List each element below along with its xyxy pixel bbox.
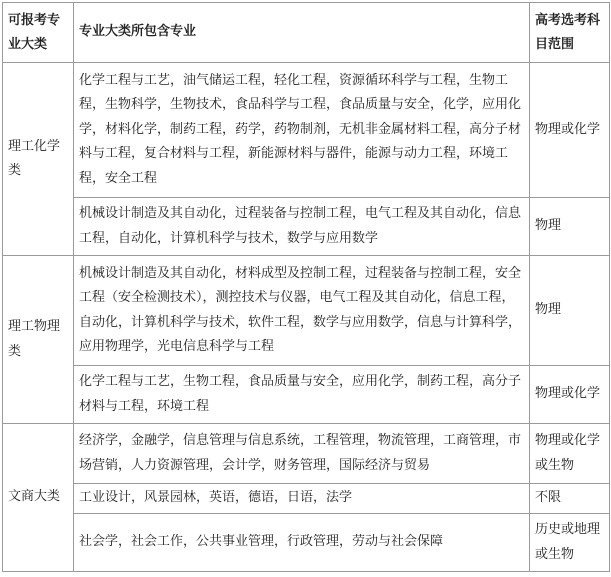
subjects-cell: 物理或化学或生物: [530, 424, 610, 484]
table-row: [3, 424, 610, 484]
majors-cell: 化学工程与工艺，油气储运工程，轻化工程，资源循环科学与工程，生物工程，生物科学，生物技术，食品科学与工程，食品质量与安全，化学，应用化学，材料化学，制药工程，药学，药物制剂，无机非金属材料工程，高分子材料与工程，复合材料与工程，新能源材料与器件，能源与动力工程，环境工程，安全工程: [74, 63, 530, 198]
header-majors: 专业大类所包含专业: [74, 3, 530, 63]
table-header-row: [3, 3, 610, 63]
category-cell: 理工化学类: [3, 63, 74, 256]
subjects-cell: 历史或地理或生物: [530, 514, 610, 572]
category-cell: 理工物理类: [3, 256, 74, 424]
majors-cell: 工业设计，风景园林，英语，德语，日语，法学: [74, 484, 530, 514]
table-row: [3, 484, 610, 514]
table-row: [3, 256, 610, 366]
majors-cell: 社会学，社会工作，公共事业管理，行政管理，劳动与社会保障: [74, 514, 530, 572]
majors-cell: 机械设计制造及其自动化，材料成型及控制工程，过程装备与控制工程，安全工程（安全检测技术），测控技术与仪器，电气工程及其自动化，信息工程，自动化，计算机科学与技术，软件工程，数学与应用数学，信息与计算科学，应用物理学，光电信息科学与工程: [74, 256, 530, 366]
majors-cell: 化学工程与工艺，生物工程，食品质量与安全，应用化学，制药工程，高分子材料与工程，环境工程: [74, 366, 530, 424]
category-cell: 文商大类: [3, 424, 74, 572]
majors-cell: 机械设计制造及其自动化，过程装备与控制工程，电气工程及其自动化，信息工程，自动化，计算机科学与技术，数学与应用数学: [74, 198, 530, 256]
subjects-cell: 物理: [530, 256, 610, 366]
table-row: [3, 198, 610, 256]
header-subjects: 高考选考科目范围: [530, 3, 610, 63]
subjects-cell: 不限: [530, 484, 610, 514]
table-row: [3, 366, 610, 424]
majors-cell: 经济学，金融学，信息管理与信息系统，工程管理，物流管理，工商管理，市场营销，人力资源管理，会计学，财务管理，国际经济与贸易: [74, 424, 530, 484]
subjects-cell: 物理: [530, 198, 610, 256]
subjects-cell: 物理或化学: [530, 63, 610, 198]
table-row: [3, 514, 610, 572]
table-row: [3, 63, 610, 198]
majors-table: [2, 2, 610, 572]
subjects-cell: 物理或化学: [530, 366, 610, 424]
header-category: 可报考专业大类: [3, 3, 74, 63]
